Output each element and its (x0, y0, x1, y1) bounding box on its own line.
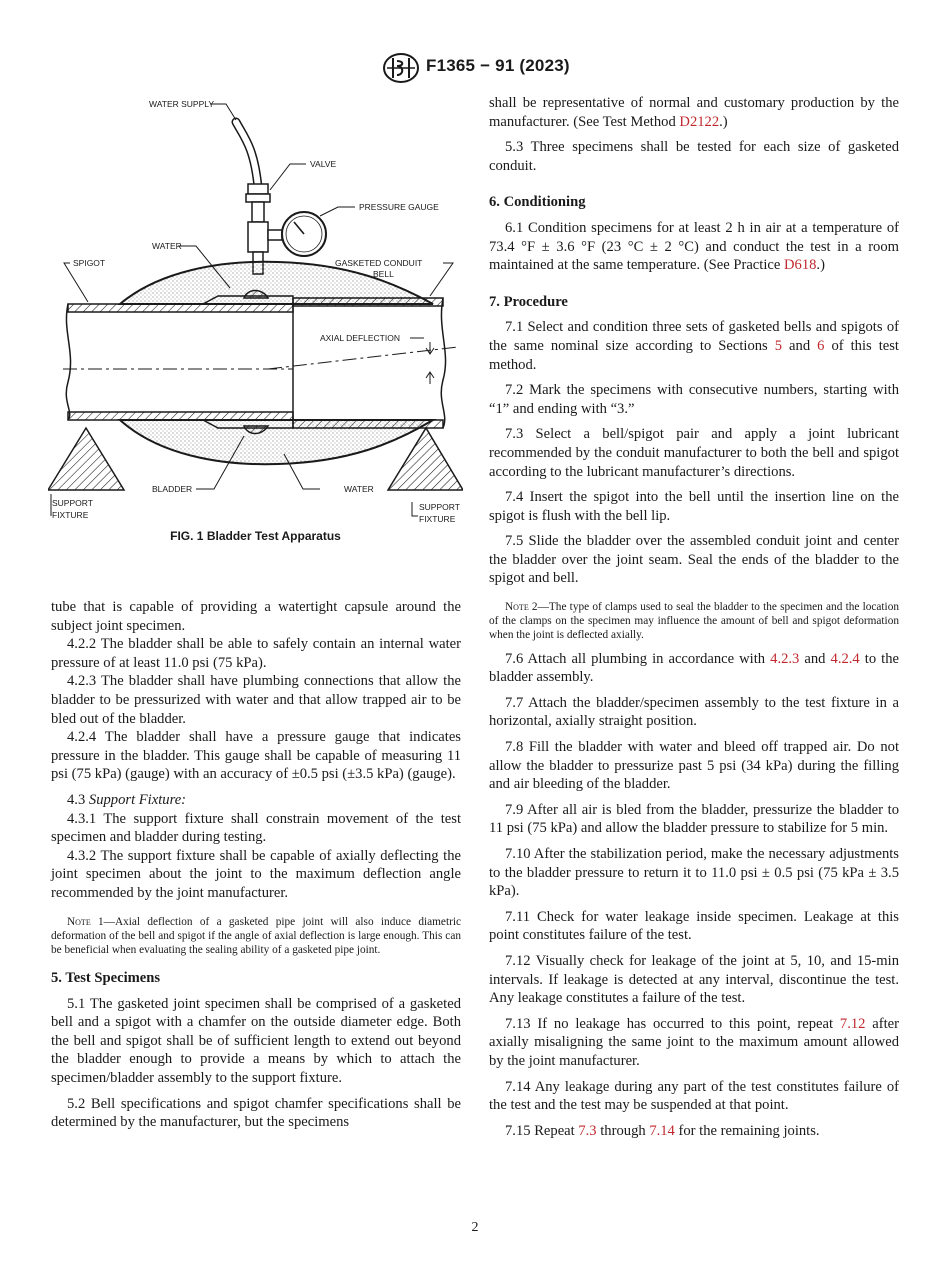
paragraph-7-12: 7.12 Visually check for leakage of the joint at 5, 10, and 15-min intervals. If leakage is detected at any interval, discontinue the test. Any leakage constitutes a failure of the test. (489, 952, 899, 1007)
paragraph-4-2-3: 4.2.3 The bladder shall have plumbing connections that allow the bladder to be pressurized with water and that allow trapped air to be bled out of the bladder. (51, 673, 461, 727)
paragraph-5-2-continued (489, 94, 899, 131)
bell-pipe-top-wall (293, 298, 443, 306)
label-water-top: WATER (152, 241, 182, 251)
link-7-12[interactable]: 7.12 (839, 1015, 866, 1032)
label-valve: VALVE (310, 159, 337, 169)
label-spigot: SPIGOT (73, 258, 106, 268)
paragraph-7-6 (489, 650, 899, 687)
paragraph-7-15 (489, 1122, 899, 1141)
paragraph-4-2-2: 4.2.2 The bladder shall be able to safely contain an internal water pressure of at least 11.0 psi (75 kPa). (51, 636, 461, 671)
paragraph-7-5: 7.5 Slide the bladder over the assembled conduit joint and center the bladder over the joint seam. Seal the ends of the bladder to the spigot and bell. (489, 533, 899, 587)
text: 7.15 Repeat (505, 1122, 579, 1139)
page-number: 2 (471, 1220, 479, 1235)
page-header (0, 52, 950, 86)
link-section-5[interactable]: 5 (774, 337, 783, 354)
paragraph-4-3-1: 4.3.1 The support fixture shall constrain movement of the test specimen and bladder during testing. (51, 810, 461, 846)
label-pressure-gauge: PRESSURE GAUGE (359, 202, 439, 212)
text: through (596, 1122, 650, 1139)
paragraph-7-4: 7.4 Insert the spigot into the bell until the insertion line on the spigot is flush with the bell lip. (489, 489, 899, 524)
spigot-pipe-bottom-wall (68, 412, 293, 420)
spigot-pipe-top-wall (68, 304, 293, 312)
text: shall be representative of normal and customary production by the manufacturer. (See Test Method (489, 95, 899, 130)
paragraph-7-13 (489, 1015, 899, 1071)
label-support-left-1: SUPPORT (52, 498, 93, 508)
heading-test-specimens: 5. Test Specimens (51, 970, 161, 987)
heading-conditioning: 6. Conditioning (489, 194, 586, 211)
link-section-6[interactable]: 6 (817, 337, 825, 354)
paragraph-7-10: 7.10 After the stabilization period, make the necessary adjustments to the bladder pressure to return it to 11.0 psi ± 0.5 psi (75 kPa ± 3.5 kPa). (489, 846, 899, 900)
text: .) (719, 113, 728, 130)
paragraph-7-1 (489, 318, 899, 374)
label-axial-deflection: AXIAL DEFLECTION (320, 333, 400, 343)
link-4-2-4[interactable]: 4.2.4 (830, 650, 860, 667)
text: 6.1 Condition specimens for at least 2 h in air at a temperature of 73.4 °F ± 3.6 °F (23 °C ± 2 °C) and conduct the test in a room maintained at the same temperature. (See Practice (489, 219, 899, 274)
section-title-support-fixture: Support Fixture: (88, 791, 187, 808)
heading-procedure: 7. Procedure (489, 293, 568, 310)
paragraph-7-2: 7.2 Mark the specimens with consecutive numbers, starting with “1” and ending with “3.” (489, 382, 899, 417)
note-2-label: Note 2 (505, 601, 538, 614)
text: after axially misaligning the same joint to the maximum amount allowed by the joint manufacturer. (489, 1015, 899, 1069)
paragraph-5-1: 5.1 The gasketed joint specimen shall be comprised of a gasketed bell and a spigot with a chamfer on the outside diameter edge. Both the bell and spigot shall be of sufficient length to extend out beyond the bladder enough to provide a means by which to attach the specimen/bladder assembly to the support fixture. (51, 995, 461, 1087)
link-4-2-3[interactable]: 4.2.3 (770, 650, 800, 667)
figure-caption: FIG. 1 Bladder Test Apparatus (170, 529, 341, 543)
left-column (51, 598, 461, 1132)
label-water-bottom: WATER (344, 484, 374, 494)
bell-pipe-bottom-wall (293, 420, 443, 428)
paragraph-7-8: 7.8 Fill the bladder with water and bleed off trapped air. Do not allow the bladder to pressurize past 5 psi (34 kPa) during the filling and air bleeding of the bladder. (489, 739, 899, 793)
valve-body (248, 184, 268, 194)
text: 7.13 If no leakage has occurred to this point, repeat (505, 1015, 840, 1032)
note-2 (489, 600, 899, 643)
note-1 (51, 915, 461, 958)
paragraph-7-3: 7.3 Select a bell/spigot pair and apply a joint lubricant recommended by the conduit manufacturer to both the bell and spigot according to the lubricant manufacturer’s directions. (489, 426, 899, 480)
right-column (489, 94, 899, 1140)
link-7-14[interactable]: 7.14 (649, 1122, 675, 1139)
text: for the remaining joints. (674, 1122, 820, 1139)
paragraph-5-2: 5.2 Bell specifications and spigot chamfer specifications shall be determined by the manufacturer, but the specimens (51, 1095, 461, 1131)
paragraph-4-3 (51, 791, 461, 810)
link-7-3[interactable]: 7.3 (578, 1122, 597, 1139)
link-d2122[interactable]: D2122 (679, 113, 720, 130)
text: to the bladder assembly. (489, 650, 900, 686)
document-designation: F1365 − 91 (2023) (426, 56, 570, 75)
paragraph-6-1 (489, 219, 899, 275)
text: and (799, 650, 831, 667)
bladder-test-apparatus-figure (48, 92, 463, 532)
text: 7.6 Attach all plumbing in accordance with (505, 650, 771, 667)
label-support-right-1: SUPPORT (419, 502, 460, 512)
paragraph-4-3-2: 4.3.2 The support fixture shall be capable of axially deflecting the joint specimen about the joint to the maximum deflection angle recommended by the joint manufacturer. (51, 847, 461, 901)
paragraph-7-7: 7.7 Attach the bladder/specimen assembly to the test fixture in a horizontal, axially straight position. (489, 694, 899, 730)
label-bell-line2: BELL (373, 269, 394, 279)
text: 7.1 Select and condition three sets of gasketed bells and spigots of the same nominal size according to Sections (489, 319, 899, 354)
support-fixture-left (48, 428, 124, 490)
label-support-left-2: FIXTURE (52, 510, 89, 520)
text: of this test method. (489, 337, 899, 373)
text: and (782, 337, 818, 354)
note-2-text: —The type of clamps used to seal the bladder to the specimen and the location of the clamps on the specimen may influence the amount of bell and spigot deformation when the joint is deflected axially. (489, 601, 899, 642)
paragraph-7-11: 7.11 Check for water leakage inside specimen. Leakage at this point constitutes failure of the test. (489, 908, 899, 944)
label-water-supply: WATER SUPPLY (149, 99, 215, 109)
label-bladder: BLADDER (152, 484, 193, 494)
text: .) (816, 257, 825, 274)
paragraph-5-3: 5.3 Three specimens shall be tested for each size of gasketed conduit. (489, 139, 899, 174)
astm-logo-icon (382, 52, 420, 84)
paragraph-7-14: 7.14 Any leakage during any part of the test constitutes failure of the test and the test may be suspended at that point. (489, 1078, 899, 1114)
paragraph-7-9: 7.9 After all air is bled from the bladder, pressurize the bladder to 11 psi (75 kPa) and allow the bladder pressure to stabilize for 5 min. (489, 801, 899, 837)
label-support-right-2: FIXTURE (419, 514, 456, 524)
note-1-label: Note 1 (67, 915, 104, 928)
note-1-text: —Axial deflection of a gasketed pipe joint will also induce diametric deformation of the bell and spigot if the angle of axial deflection is large enough. This can be beneficial when evaluating the sealing ability of a gasketed pipe joint. (51, 915, 461, 956)
link-d618[interactable]: D618 (783, 257, 817, 274)
paragraph-4-2-4: 4.2.4 The bladder shall have a pressure gauge that indicates pressure in the bladder. This gauge shall be capable of measuring 11 psi (75 kPa) (gauge) with an accuracy of ±0.5 psi (±3.5 kPa) (gauge). (51, 729, 461, 783)
label-bell-line1: GASKETED CONDUIT (335, 258, 423, 268)
section-number-4-3: 4.3 (67, 791, 86, 808)
paragraph-tube: tube that is capable of providing a watertight capsule around the subject joint specimen. (51, 599, 461, 634)
